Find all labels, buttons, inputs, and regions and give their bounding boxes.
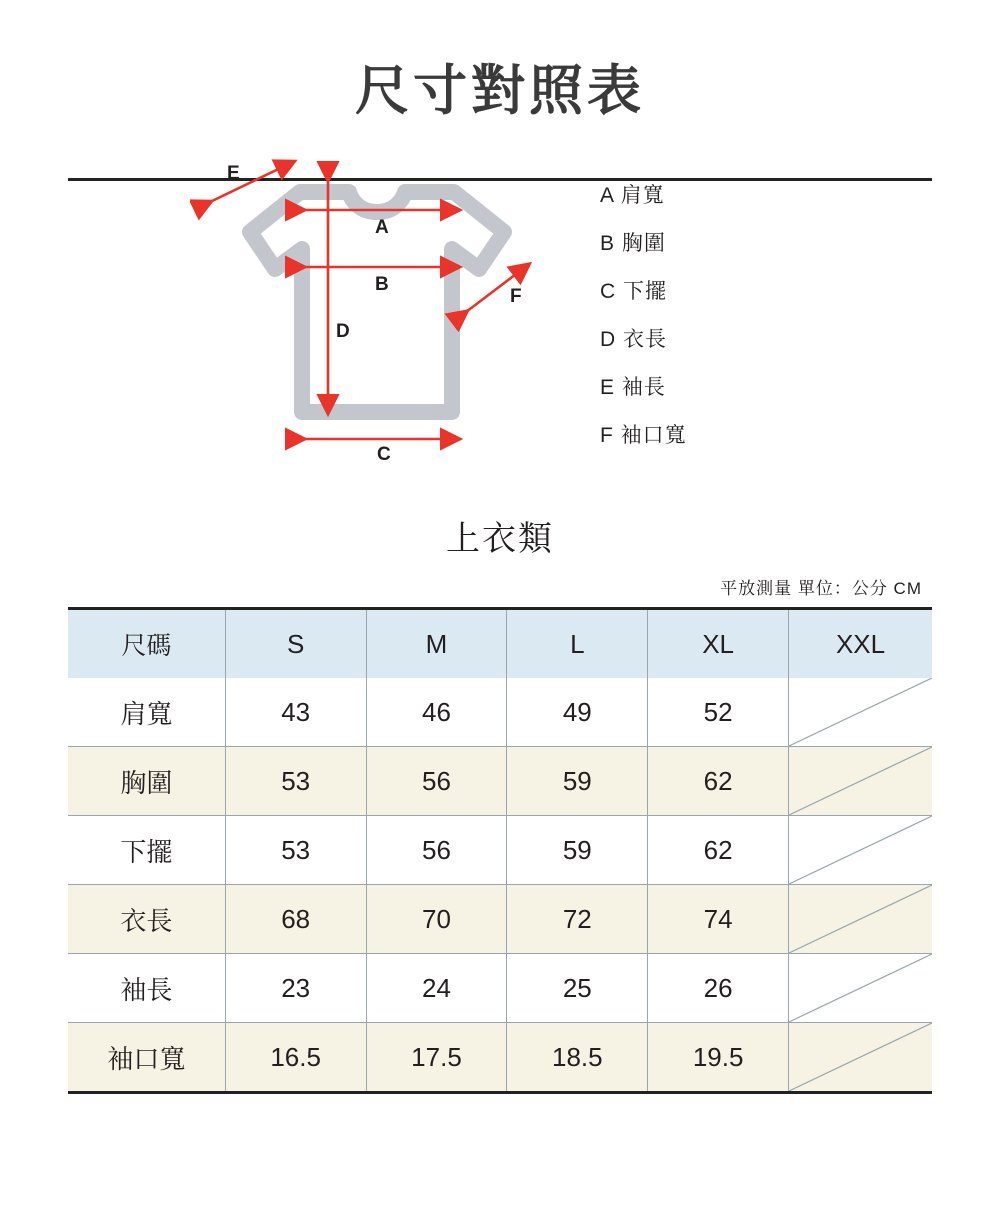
table-header-m: M	[366, 610, 507, 678]
empty-slash	[789, 816, 932, 884]
tshirt-diagram	[190, 157, 590, 487]
cell-hem-l: 59	[507, 816, 648, 885]
size-chart-table	[68, 610, 932, 1091]
cell-chest-s: 53	[225, 747, 366, 816]
legend-item-f: F 袖口寬	[600, 424, 687, 448]
cell-chest-xxl	[789, 747, 932, 816]
cell-cuff-xxl	[789, 1023, 932, 1092]
cell-sleeve-l: 25	[507, 954, 648, 1023]
cell-shoulder-xl: 52	[648, 678, 789, 747]
diagram-label-e: E	[227, 163, 240, 185]
table-header	[68, 610, 932, 678]
cell-cuff-m: 17.5	[366, 1023, 507, 1092]
row-label-length: 衣長	[68, 885, 225, 954]
row-label-shoulder: 肩寬	[68, 678, 225, 747]
row-label-hem: 下擺	[68, 816, 225, 885]
cell-chest-xl: 62	[648, 747, 789, 816]
table-header-l: L	[507, 610, 648, 678]
empty-slash	[789, 747, 932, 815]
table-row	[68, 678, 932, 747]
row-label-chest: 胸圍	[68, 747, 225, 816]
legend-item-c: C 下擺	[600, 280, 667, 304]
table-header-size: 尺碼	[68, 610, 225, 678]
empty-slash	[789, 1023, 932, 1091]
table-header-xl: XL	[648, 610, 789, 678]
row-label-cuff: 袖口寬	[68, 1023, 225, 1092]
table-header-s: S	[225, 610, 366, 678]
diagram-label-f: F	[510, 286, 522, 308]
legend-list	[600, 185, 687, 473]
row-label-sleeve: 袖長	[68, 954, 225, 1023]
legend-item-e: E 袖長	[600, 376, 666, 400]
table-header-row	[68, 610, 932, 678]
table-row	[68, 816, 932, 885]
diagram-label-b: B	[375, 274, 389, 296]
empty-slash	[789, 678, 932, 746]
table-row	[68, 885, 932, 954]
cell-shoulder-xxl	[789, 678, 932, 747]
table-row	[68, 747, 932, 816]
cell-shoulder-s: 43	[225, 678, 366, 747]
section-heading: 上衣類	[446, 520, 554, 559]
empty-slash	[789, 885, 932, 953]
empty-slash	[789, 954, 932, 1022]
diagram-label-d: D	[336, 321, 350, 343]
cell-shoulder-m: 46	[366, 678, 507, 747]
cell-sleeve-xl: 26	[648, 954, 789, 1023]
cell-hem-xl: 62	[648, 816, 789, 885]
page-title: 尺寸對照表	[355, 61, 645, 121]
cell-length-s: 68	[225, 885, 366, 954]
cell-sleeve-xxl	[789, 954, 932, 1023]
cell-sleeve-s: 23	[225, 954, 366, 1023]
cell-hem-m: 56	[366, 816, 507, 885]
size-table-wrap	[68, 607, 932, 1094]
cell-chest-l: 59	[507, 747, 648, 816]
diagram-label-a: A	[375, 217, 389, 239]
measurement-diagram-section	[0, 157, 1000, 507]
cell-length-xxl	[789, 885, 932, 954]
cell-sleeve-m: 24	[366, 954, 507, 1023]
cell-cuff-xl: 19.5	[648, 1023, 789, 1092]
diagram-label-c: C	[377, 444, 391, 466]
cell-hem-xxl	[789, 816, 932, 885]
table-body	[68, 678, 932, 1091]
cell-cuff-l: 18.5	[507, 1023, 648, 1092]
table-header-xxl: XXL	[789, 610, 932, 678]
cell-cuff-s: 16.5	[225, 1023, 366, 1092]
table-row	[68, 1023, 932, 1092]
cell-hem-s: 53	[225, 816, 366, 885]
legend-item-b: B 胸圍	[600, 232, 666, 256]
unit-note: 平放測量 單位：公分 CM	[720, 579, 922, 599]
table-row	[68, 954, 932, 1023]
cell-length-m: 70	[366, 885, 507, 954]
cell-chest-m: 56	[366, 747, 507, 816]
cell-shoulder-l: 49	[507, 678, 648, 747]
legend-item-d: D 衣長	[600, 328, 667, 352]
cell-length-xl: 74	[648, 885, 789, 954]
legend-item-a: A 肩寬	[600, 184, 665, 208]
cell-length-l: 72	[507, 885, 648, 954]
